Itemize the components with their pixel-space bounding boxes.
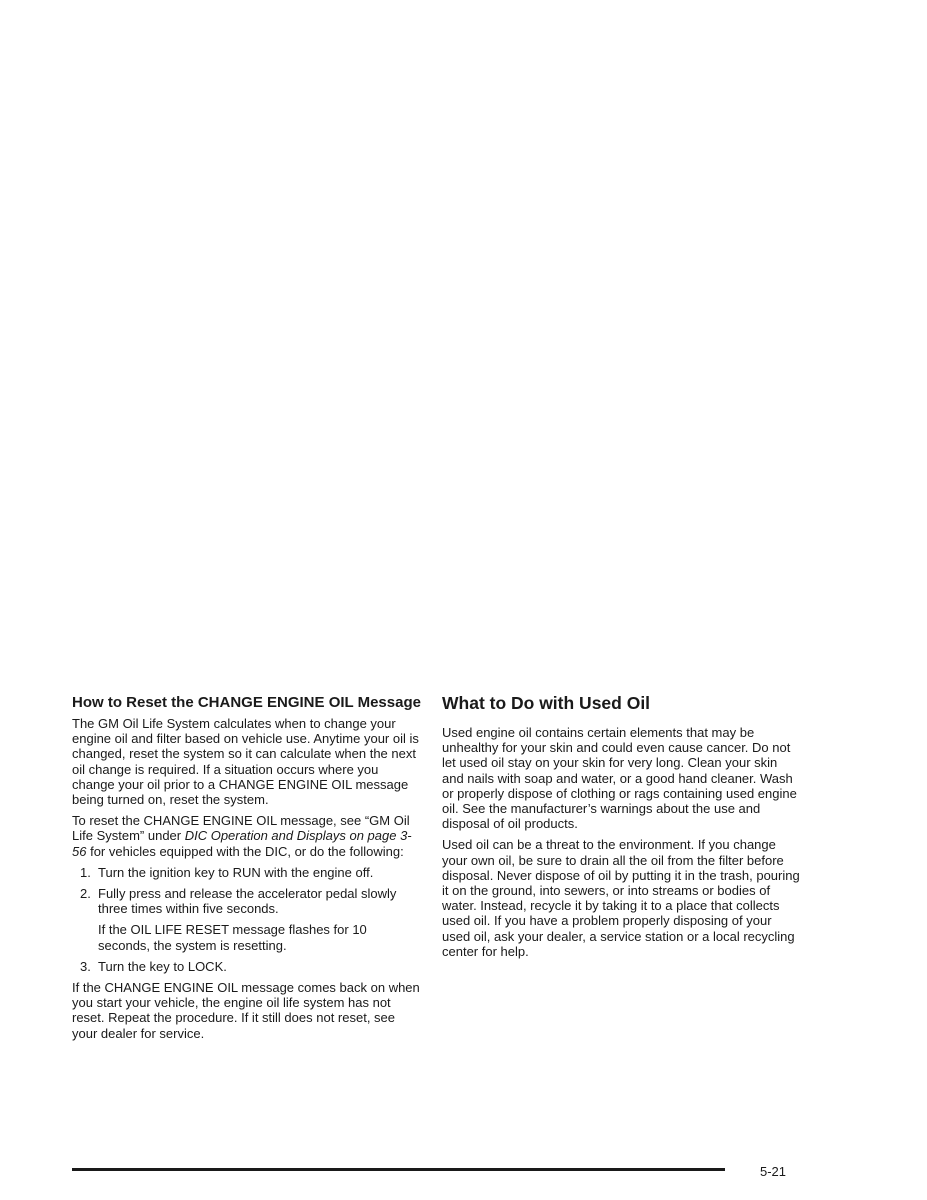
- reset-failure-paragraph: If the CHANGE ENGINE OIL message comes back on when you start your vehicle, the engine oil life system has not reset. Repeat the procedure. If it still does not reset, see your dealer for service.: [72, 980, 420, 1041]
- left-column: [72, 694, 422, 1047]
- reset-steps-list: [72, 865, 422, 974]
- oil-life-intro-paragraph: The GM Oil Life System calculates when to change your engine oil and filter based on vehicle use. Anytime your oil is changed, reset the system so it can calculate when the next oil change is required. If a situation occurs where you change your oil prior to a CHANGE ENGINE OIL message being turned on, reset the system.: [72, 716, 419, 808]
- right-column: [442, 693, 802, 965]
- reset-step: [72, 886, 422, 953]
- step-number: 1.: [80, 864, 91, 880]
- used-oil-health-paragraph: Used engine oil contains certain elements that may be unhealthy for your skin and could even cause cancer. Do not let used oil stay on your skin for very long. Clean your skin and nails with soap and water, or a good hand cleaner. Wash or properly dispose of clothing or rags containing used engine oil. See the manufacturer’s warnings about the use and disposal of oil products.: [442, 725, 797, 832]
- step-text: Turn the key to LOCK.: [98, 958, 227, 974]
- reset-message-heading: How to Reset the CHANGE ENGINE OIL Message: [72, 694, 421, 711]
- reset-instructions-text-end: for vehicles equipped with the DIC, or do the following:: [86, 843, 404, 859]
- dic-cross-reference-link[interactable]: DIC Operation and Displays on page 3-56: [72, 828, 412, 859]
- reset-step: [72, 959, 422, 974]
- used-oil-heading: What to Do with Used Oil: [442, 693, 651, 713]
- used-oil-environment-paragraph: Used oil can be a threat to the environment. If you change your own oil, be sure to drain all the oil from the filter before disposal. Never dispose of oil by putting it in the trash, pouring it on the ground, into sewers, or into streams or bodies of water. Instead, recycle it by taking it to a place that collects used oil. If you have a problem properly disposing of your used oil, ask your dealer, a service station or a local recycling center for help.: [442, 837, 800, 959]
- reset-instructions-paragraph: [72, 813, 422, 859]
- step-text: Fully press and release the accelerator pedal slowly three times within five seconds.: [98, 886, 397, 917]
- step-note: If the OIL LIFE RESET message flashes for 10 seconds, the system is resetting.: [98, 922, 367, 953]
- reset-instructions-text: To reset the CHANGE ENGINE OIL message, see “GM Oil Life System” under: [72, 813, 410, 844]
- page-number: 5-21: [760, 1164, 787, 1179]
- footer-rule: [72, 1168, 725, 1171]
- step-number: 3.: [80, 958, 91, 974]
- step-text: Turn the ignition key to RUN with the engine off.: [98, 864, 374, 880]
- step-number: 2.: [80, 886, 91, 902]
- reset-step: [72, 865, 422, 880]
